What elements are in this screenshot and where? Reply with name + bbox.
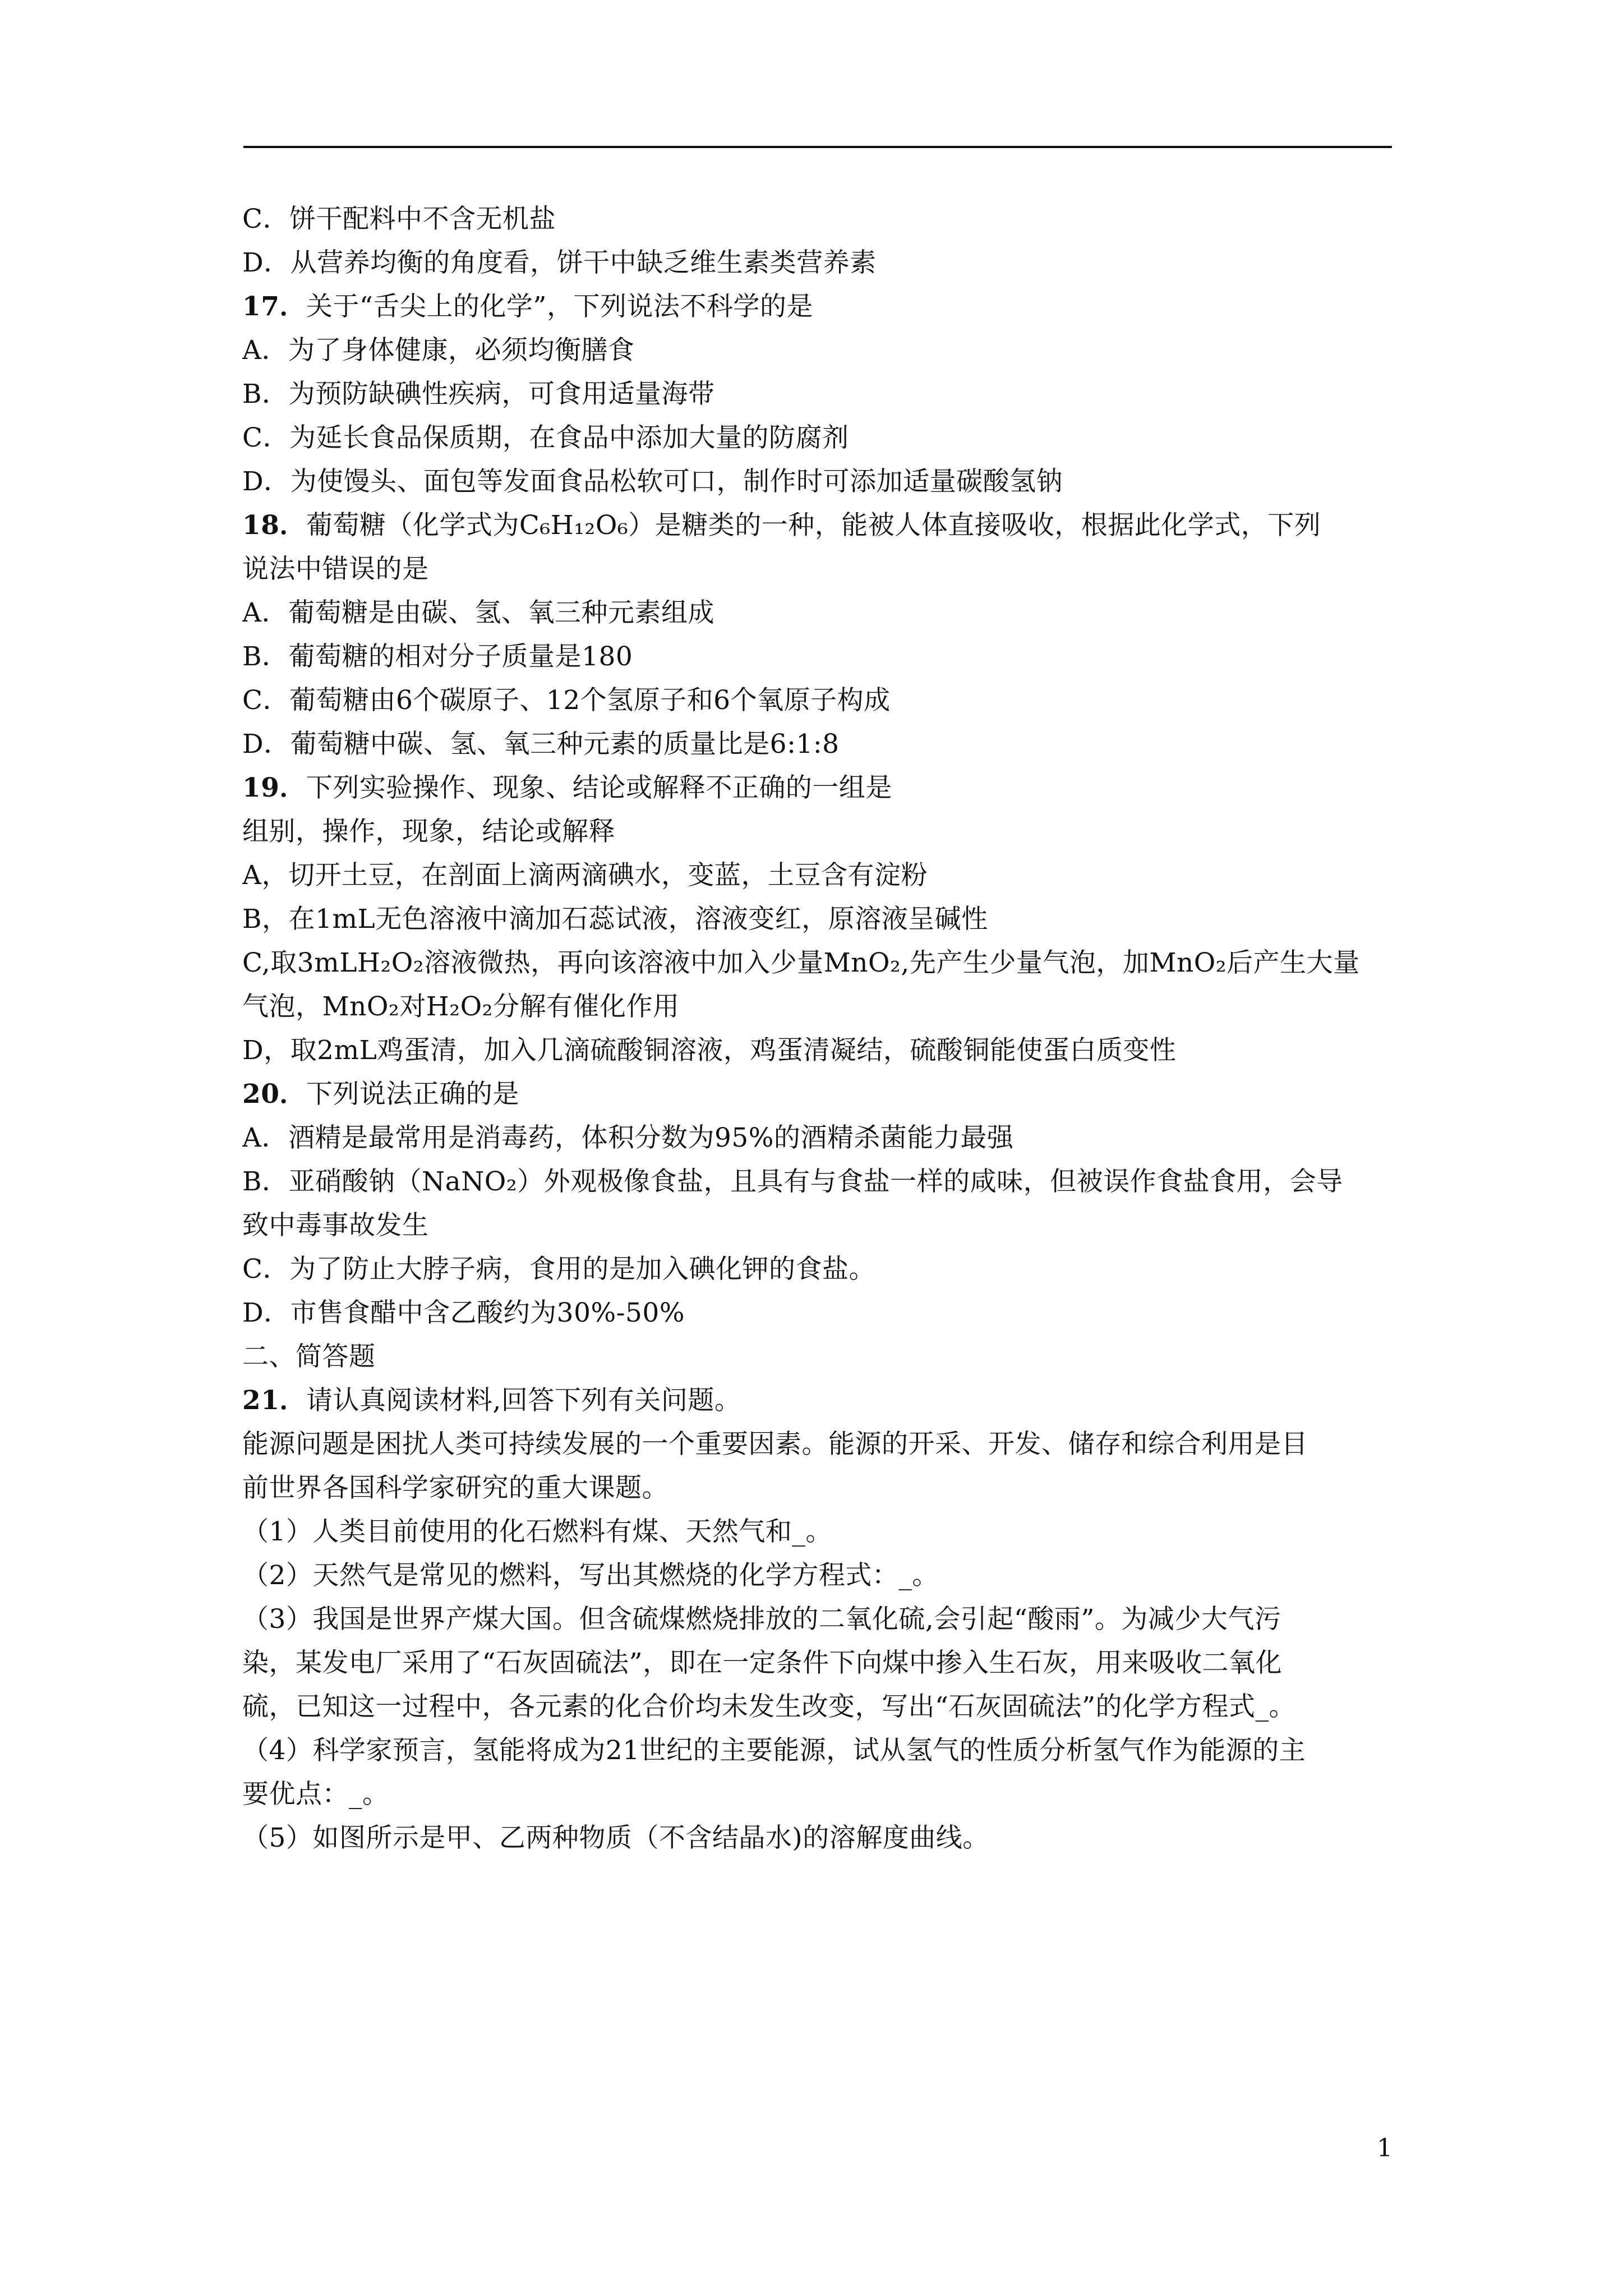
text-line: C．饼干配料中不含无机盐 <box>242 204 556 234</box>
text-line: 染，某发电厂采用了“石灰固硫法”，即在一定条件下向煤中掺入生石灰，用来吸收二氧化 <box>242 1648 1283 1678</box>
question-number: 17． <box>242 291 306 322</box>
text-line: 说法中错误的是 <box>242 554 429 585</box>
text-line: 要优点：_。 <box>242 1779 389 1810</box>
text-line: （4）科学家预言，氢能将成为21世纪的主要能源，试从氢气的性质分析氢气作为能源的主 <box>242 1735 1306 1766</box>
text-line: 致中毒事故发生 <box>242 1210 429 1241</box>
question-heading <box>242 1073 1398 1116</box>
text-line: 前世界各国科学家研究的重大课题。 <box>242 1473 668 1503</box>
question-heading <box>242 1379 1398 1423</box>
text-line: （3）我国是世界产煤大国。但含硫煤燃烧排放的二氧化硫,会引起“酸雨”。为减少大气污 <box>242 1604 1281 1635</box>
text-line: D．葡萄糖中碳、氢、氧三种元素的质量比是6:1:8 <box>242 729 840 760</box>
text-line: D，取2mL鸡蛋清，加入几滴硫酸铜溶液，鸡蛋清凝结，硫酸铜能使蛋白质变性 <box>242 1035 1177 1066</box>
question-text: 关于“舌尖上的化学”，下列说法不科学的是 <box>306 291 813 322</box>
text-line: D．市售食醋中含乙酸约为30%-50% <box>242 1297 685 1328</box>
question-text: 请认真阅读材料,回答下列有关问题。 <box>306 1385 741 1416</box>
text-line: A．酒精是最常用是消毒药，体积分数为95%的酒精杀菌能力最强 <box>242 1122 1014 1153</box>
question-text: 下列说法正确的是 <box>306 1079 519 1110</box>
header-rule <box>243 146 1392 148</box>
text-line: 二、简答题 <box>242 1341 376 1372</box>
question-heading <box>242 766 1398 810</box>
text-line: D．为使馒头、面包等发面食品松软可口，制作时可添加适量碳酸氢钠 <box>242 466 1063 497</box>
text-line: C,取3mLH₂O₂溶液微热，再向该溶液中加入少量MnO₂,先产生少量气泡，加MnO₂后产生大量 <box>242 947 1360 978</box>
question-number: 21． <box>242 1385 306 1416</box>
question-heading <box>242 504 1398 547</box>
page-number: 1 <box>1377 2134 1393 2162</box>
text-line: B，在1mL无色溶液中滴加石蕊试液，溶液变红，原溶液呈碱性 <box>242 904 988 935</box>
text-line: A，切开土豆，在剖面上滴两滴碘水，变蓝，土豆含有淀粉 <box>242 860 928 891</box>
question-text: 下列实验操作、现象、结论或解释不正确的一组是 <box>306 772 892 803</box>
text-line: 气泡，MnO₂对H₂O₂分解有催化作用 <box>242 991 680 1022</box>
text-line: B．为预防缺碘性疾病，可食用适量海带 <box>242 379 715 409</box>
question-number: 19． <box>242 772 306 803</box>
text-line: （5）如图所示是甲、乙两种物质（不含结晶水)的溶解度曲线。 <box>242 1823 989 1853</box>
text-line: C．为延长食品保质期，在食品中添加大量的防腐剂 <box>242 422 849 453</box>
text-line: C．为了防止大脖子病，食用的是加入碘化钾的食盐。 <box>242 1254 875 1285</box>
text-line: 组别，操作，现象，结论或解释 <box>242 816 615 847</box>
text-line: B．葡萄糖的相对分子质量是180 <box>242 641 633 672</box>
text-line: A．为了身体健康，必须均衡膳食 <box>242 335 635 366</box>
question-heading <box>242 285 1398 329</box>
text-line: 能源问题是困扰人类可持续发展的一个重要因素。能源的开采、开发、储存和综合利用是目 <box>242 1429 1308 1460</box>
text-line: B．亚硝酸钠（NaNO₂）外观极像食盐，且具有与食盐一样的咸味，但被误作食盐食用，会导 <box>242 1166 1343 1197</box>
text-line: （2）天然气是常见的燃料，写出其燃烧的化学方程式：_。 <box>242 1560 939 1591</box>
text-line: D．从营养均衡的角度看，饼干中缺乏维生素类营养素 <box>242 247 877 278</box>
question-number: 20． <box>242 1079 306 1110</box>
question-text: 葡萄糖（化学式为C₆H₁₂O₆）是糖类的一种，能被人体直接吸收，根据此化学式，下列 <box>306 510 1321 541</box>
text-line: 硫，已知这一过程中，各元素的化合价均未发生改变，写出“石灰固硫法”的化学方程式_。 <box>242 1691 1296 1722</box>
text-line: C．葡萄糖由6个碳原子、12个氢原子和6个氧原子构成 <box>242 685 891 716</box>
text-line: （1）人类目前使用的化石燃料有煤、天然气和_。 <box>242 1516 832 1547</box>
document-body <box>242 197 1398 1860</box>
text-line: A．葡萄糖是由碳、氢、氧三种元素组成 <box>242 597 714 628</box>
question-number: 18． <box>242 510 306 541</box>
